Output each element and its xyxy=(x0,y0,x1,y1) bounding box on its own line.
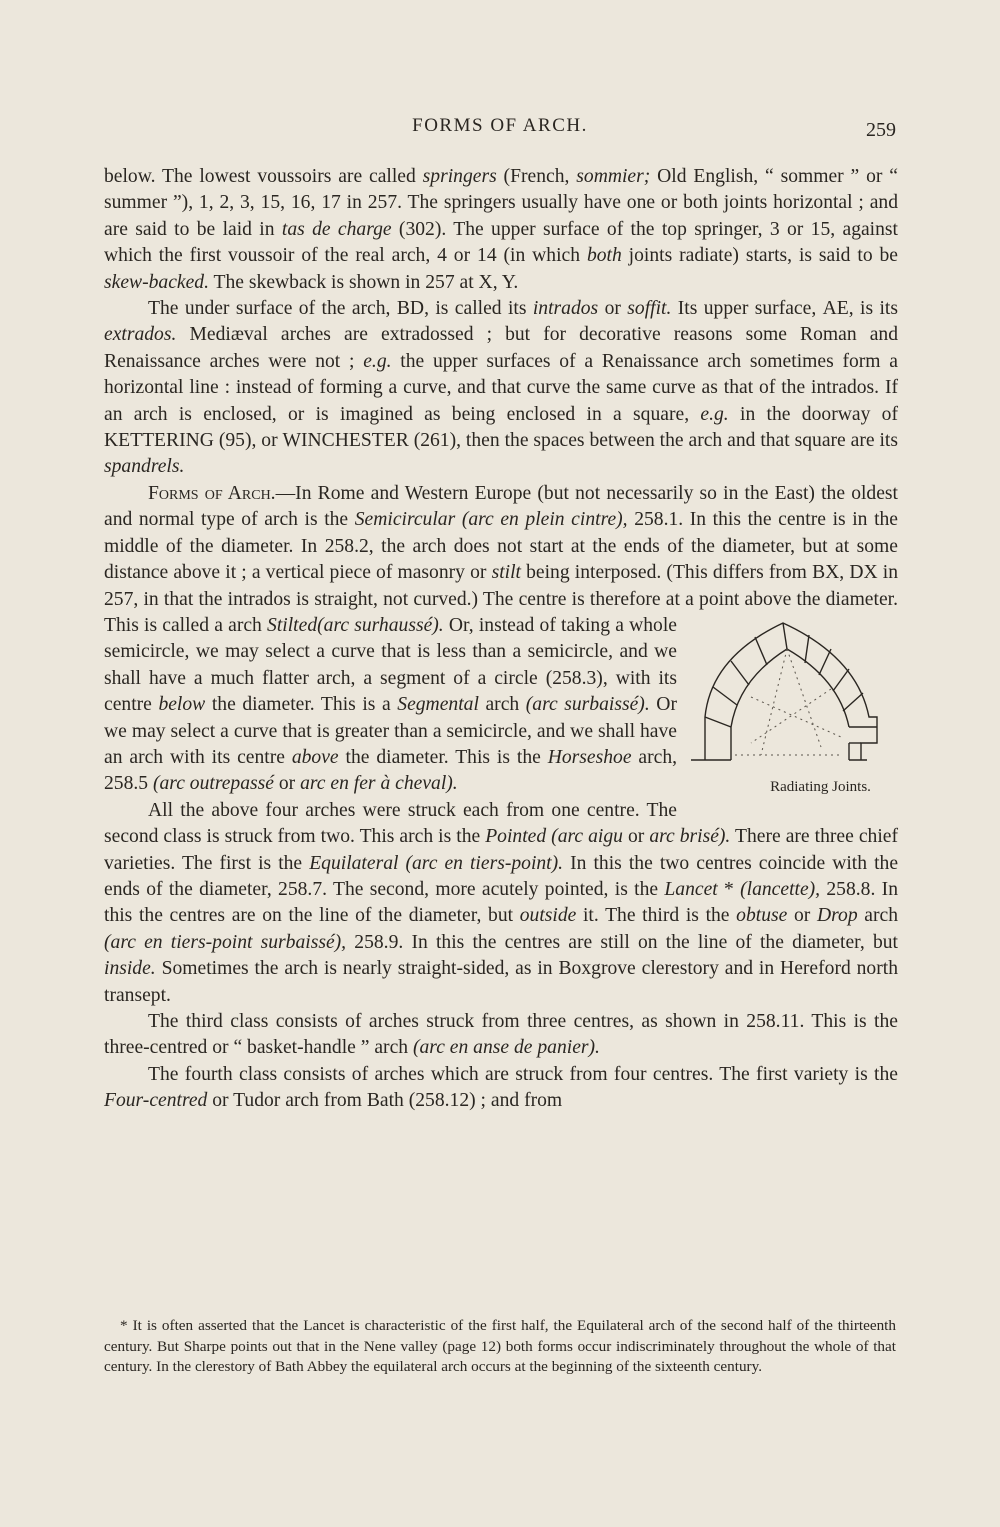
text-run: the upper surfaces of a Renaissance arch sometimes form a horizontal line : instead of forming a curve, and that curve the same curve as that of the intrados. If an arch is enclosed, or is imagined as being enclosed in a square, xyxy=(104,350,898,425)
text-run: The third class consists of arches struck from three centres, as shown in 258.11. This is the three-centred or “ basket-handle ” arch xyxy=(104,1011,898,1059)
text-run: arch xyxy=(228,614,268,636)
italic-term: sommier; xyxy=(576,166,651,187)
paragraph-springers xyxy=(104,164,898,296)
italic-term: Four-centred xyxy=(104,1090,208,1112)
text-run: the diameter. This is a xyxy=(205,694,398,716)
text-run: The fourth class consists of arches which are struck from four centres. The first variety is the xyxy=(148,1063,898,1085)
italic-term: springers xyxy=(422,166,497,187)
italic-term: Equilateral (arc en tiers-point). xyxy=(309,852,564,874)
text-run: or xyxy=(787,905,817,927)
text-run: The under surface of the arch, xyxy=(148,298,397,320)
paragraph-four-centred xyxy=(104,1062,898,1115)
text-run: the diameter. This is the xyxy=(338,746,548,768)
italic-term: outside xyxy=(519,905,577,927)
text-run: , is called its xyxy=(424,298,533,320)
page-number: 259 xyxy=(866,119,896,141)
text-run: There are three chief varieties. The first is the xyxy=(104,826,898,874)
italic-term: above xyxy=(291,746,339,768)
text-run: , is its xyxy=(848,298,898,320)
italic-term: Horseshoe xyxy=(547,746,632,768)
italic-term: Stilted xyxy=(267,614,318,636)
text-run: arch xyxy=(857,905,898,927)
text-run: being interposed. (This differs from xyxy=(520,562,813,584)
small-caps-term: KETTERING xyxy=(104,430,214,452)
paragraph-pointed-arches xyxy=(104,798,898,1009)
italic-term: below xyxy=(158,694,206,716)
italic-term: intrados xyxy=(532,298,599,320)
text-run: in the doorway of xyxy=(728,403,898,425)
text-run: (302). The upper surface of the top springer, 3 or 15, against which the first voussoir of the real arch, 4 or 14 (in which xyxy=(104,218,898,267)
italic-term: spandrels. xyxy=(104,456,185,478)
text-run: (261), then the spaces between the arch and that square are its xyxy=(408,430,898,452)
italic-term: (arc outrepassé xyxy=(152,773,274,795)
italic-term: Segmental xyxy=(397,694,479,716)
italic-term: soffit. xyxy=(627,298,672,320)
italic-term: (arc surhaussé). xyxy=(317,614,444,636)
paragraph-three-centred xyxy=(104,1009,898,1062)
text-run: Or, instead of taking a whole semicircle, we may select a curve that is less than a semicircle, and we shall have a much flatter arch, a segment of a circle (258.3), with its centre xyxy=(104,614,677,716)
paragraph-intrados xyxy=(104,296,898,481)
text-run: —In Rome and Western Europe (but not necessarily so in the East) the oldest and normal type of arch is the xyxy=(104,482,898,531)
italic-term: (arc en anse de panier). xyxy=(412,1037,600,1059)
text-run: Old English, “ sommer ” or “ summer ”), 1, 2, 3, 15, 16, 17 in 257. The springers usually have one or both joints horizontal ; and are said to be laid in xyxy=(104,166,898,240)
italic-term: Lancet xyxy=(664,878,718,900)
small-caps-term: WINCHESTER xyxy=(282,430,409,452)
small-caps-term: AE xyxy=(822,298,849,320)
text-run: (French, xyxy=(496,166,577,187)
italic-term: extrados. xyxy=(104,324,177,346)
text-run: or xyxy=(598,298,628,320)
text-run: 258.1. In this the centre is in the middle of the diameter. In 258.2, the arch does not start at the ends of the diameter, but at some distance above it ; a vertical piece of masonry or xyxy=(104,509,899,584)
small-caps-term: BX xyxy=(812,562,840,584)
footnote-text: * It is often asserted that the Lancet is characteristic of the first half, the Equilateral arch of the second half of the thirteenth century. But Sharpe points out that in the Nene valley (page 12) both forms occur indiscriminately throughout the whole of that century. In the clerestory of Bath Abbey the equilateral arch occurs at the beginning of the sixteenth century. xyxy=(104,1317,896,1376)
page-header xyxy=(104,115,896,149)
small-caps-term: DX xyxy=(849,562,878,584)
italic-term: both xyxy=(586,245,622,267)
italic-term: arc en fer à cheval). xyxy=(300,773,458,795)
body-text xyxy=(104,164,898,1115)
text-run: or Tudor arch from Bath (258.12) ; and from xyxy=(207,1090,563,1112)
text-run: or xyxy=(273,773,301,795)
italic-term: stilt xyxy=(491,562,521,584)
text-run: In this the two centres coincide with the ends of the diameter, 258.7. The second, more acutely pointed, is the xyxy=(104,852,899,900)
text-run: in 257, in that the intrados is straight, not curved.) The centre is therefore at a point above the diameter. This is called a xyxy=(104,562,899,636)
running-title: FORMS OF ARCH. xyxy=(412,115,588,136)
italic-term: arc brisé). xyxy=(649,826,731,848)
text-run: All the above four arches were struck each from one centre. The second class is struck from two. This arch is the xyxy=(104,799,677,848)
text-run: arch xyxy=(478,694,526,716)
italic-term: (arc surbaissé). xyxy=(525,694,650,716)
footnote xyxy=(104,1316,896,1378)
italic-term: (arc en tiers-point surbaissé), xyxy=(104,931,347,953)
text-run: joints radiate) starts, is said to be xyxy=(621,245,898,267)
text-run: 258.9. In this the centres are still on the line of the diameter, but xyxy=(346,931,899,953)
italic-term: obtuse xyxy=(736,905,788,927)
italic-term: tas de charge xyxy=(281,218,392,240)
text-run: Sometimes the arch is nearly straight-sided, as in Boxgrove clerestory and in Hereford north transept. xyxy=(104,958,898,1006)
text-run: 258.8. In this the centres are on the line of the diameter, but xyxy=(104,878,898,927)
italic-term: Pointed (arc aigu xyxy=(485,826,623,848)
text-run: Or we may select a curve that is greater than a semicircle, and we shall have an arch with its centre xyxy=(104,694,677,768)
text-run: Its upper surface, xyxy=(671,298,823,320)
text-run: below. The lowest voussoirs are called xyxy=(104,166,423,187)
paragraph-forms-of-arch xyxy=(104,481,898,798)
radiating-joints-arch-diagram xyxy=(691,617,906,767)
small-caps-term: BD xyxy=(396,298,425,320)
text-run: arch, 258.5 xyxy=(104,746,678,795)
text-run: , xyxy=(839,562,850,584)
text-run: or xyxy=(622,826,650,848)
italic-term: e.g. xyxy=(700,403,729,425)
italic-term: (lancette), xyxy=(740,878,821,900)
section-lead: Forms of Arch. xyxy=(148,482,276,504)
text-run: it. The third is the xyxy=(576,905,737,927)
text-run: The skewback is shown in 257 at X, Y. xyxy=(209,271,519,293)
italic-term: inside. xyxy=(104,958,156,980)
figure-caption: Radiating Joints. xyxy=(770,778,871,795)
italic-term: Semicircular (arc en plein cintre), xyxy=(354,509,628,531)
text-run: Mediæval arches are extradossed ; but for decorative reasons some Roman and Renaissance arches were not ; xyxy=(104,324,898,372)
italic-term: skew-backed. xyxy=(104,271,209,293)
italic-term: Drop xyxy=(816,905,858,927)
footnote-marker: * xyxy=(717,878,741,900)
radiating-joints-figure xyxy=(691,617,906,797)
text-run: (95), or xyxy=(213,430,283,452)
italic-term: e.g. xyxy=(363,350,392,372)
